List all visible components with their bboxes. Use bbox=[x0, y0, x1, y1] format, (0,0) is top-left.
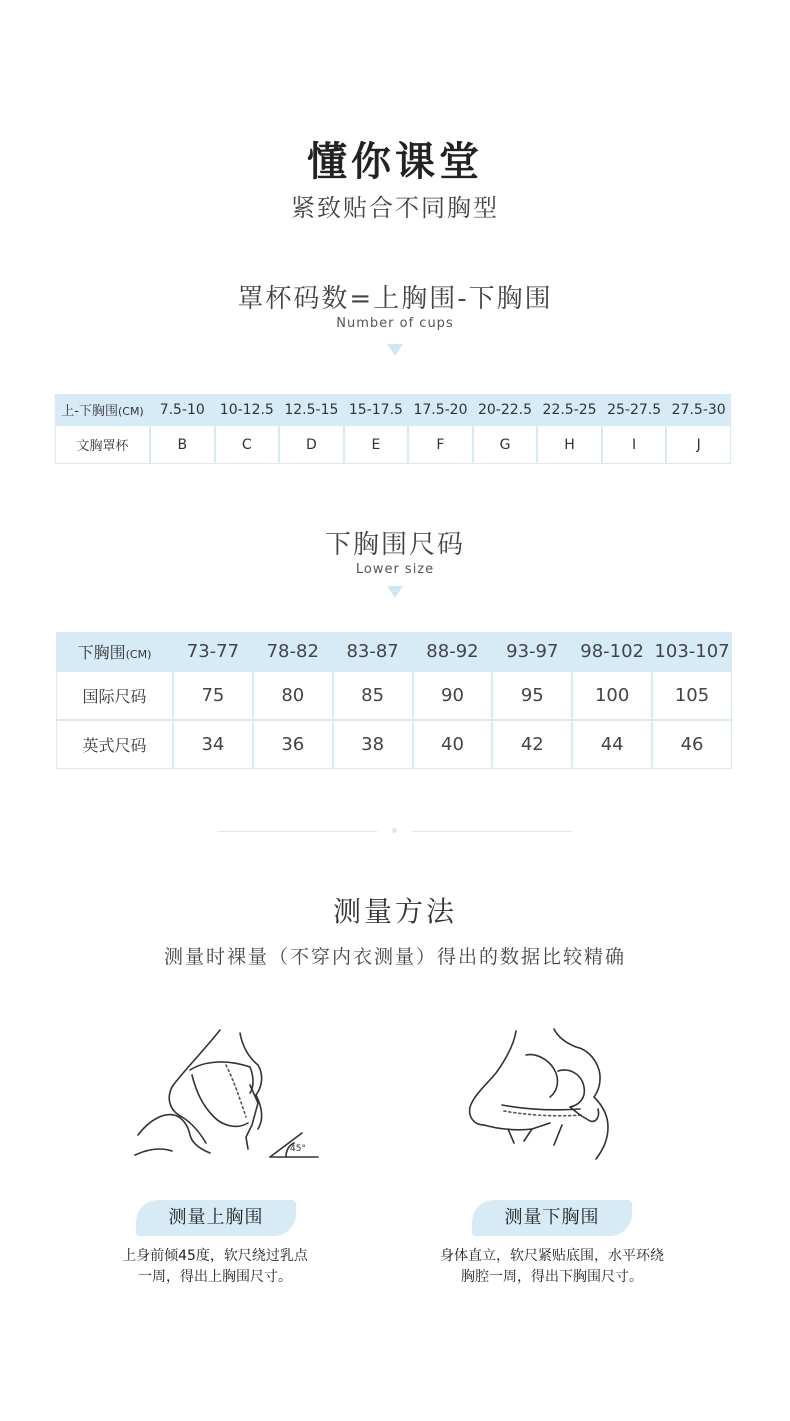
table-cell: 78-82 bbox=[253, 632, 333, 671]
divider-line bbox=[412, 831, 572, 832]
row-header-label: 下胸围 bbox=[77, 643, 126, 662]
row-header-label: 上-下胸围 bbox=[61, 404, 118, 419]
row-header: 文胸罩杯 bbox=[55, 425, 150, 464]
table-cell: 22.5-25 bbox=[537, 394, 602, 425]
table-cell: 90 bbox=[413, 671, 493, 720]
upper-bust-caption bbox=[95, 1246, 335, 1288]
table-row bbox=[55, 425, 731, 464]
table-cell: 46 bbox=[652, 720, 732, 769]
angle-label: 45° bbox=[290, 1144, 306, 1154]
under-bust-measure-illustration bbox=[462, 1025, 662, 1165]
table-cell: 80 bbox=[253, 671, 333, 720]
table-row bbox=[56, 720, 732, 769]
table-cell: H bbox=[537, 425, 602, 464]
page-title: 懂你课堂 bbox=[307, 139, 483, 185]
table-cell: 95 bbox=[492, 671, 572, 720]
table-row bbox=[56, 632, 732, 671]
triangle-down-icon bbox=[387, 344, 403, 356]
table-cell: G bbox=[473, 425, 538, 464]
unit-label: (CM) bbox=[125, 648, 152, 661]
triangle-down-icon bbox=[387, 586, 403, 598]
upper-bust-label: 测量上胸围 bbox=[136, 1200, 296, 1236]
table-cell: 93-97 bbox=[492, 632, 572, 671]
band-size-table bbox=[56, 632, 732, 769]
row-header: 英式尺码 bbox=[56, 720, 173, 769]
row-header: 国际尺码 bbox=[56, 671, 173, 720]
table-cell: 42 bbox=[492, 720, 572, 769]
table-cell: 27.5-30 bbox=[666, 394, 731, 425]
table-cell: 83-87 bbox=[333, 632, 413, 671]
band-section-title: 下胸围尺码 bbox=[324, 530, 465, 560]
table-cell: 88-92 bbox=[413, 632, 493, 671]
table-cell: 85 bbox=[333, 671, 413, 720]
table-cell: 40 bbox=[413, 720, 493, 769]
cup-section-subtitle: Number of cups bbox=[336, 316, 454, 331]
table-cell: 17.5-20 bbox=[408, 394, 473, 425]
table-cell: 98-102 bbox=[572, 632, 652, 671]
table-cell: 73-77 bbox=[173, 632, 253, 671]
upper-bust-measure-illustration bbox=[130, 1025, 330, 1165]
table-cell: 12.5-15 bbox=[279, 394, 344, 425]
table-cell: E bbox=[344, 425, 409, 464]
unit-label: (CM) bbox=[117, 405, 144, 418]
table-cell: J bbox=[666, 425, 731, 464]
table-row bbox=[56, 671, 732, 720]
table-cell: C bbox=[215, 425, 280, 464]
table-cell: 20-22.5 bbox=[473, 394, 538, 425]
table-cell: 100 bbox=[572, 671, 652, 720]
cup-section-title: 罩杯码数=上胸围-下胸围 bbox=[237, 284, 553, 314]
divider-line bbox=[217, 831, 377, 832]
method-section-subtitle: 测量时裸量（不穿内衣测量）得出的数据比较精确 bbox=[163, 946, 626, 968]
under-bust-label: 测量下胸围 bbox=[472, 1200, 632, 1236]
caption-line: 胸腔一周，得出下胸围尺寸。 bbox=[461, 1269, 643, 1285]
caption-line: 一周，得出上胸围尺寸。 bbox=[138, 1269, 292, 1285]
table-cell: 38 bbox=[333, 720, 413, 769]
table-cell: 7.5-10 bbox=[150, 394, 215, 425]
row-header bbox=[55, 394, 150, 425]
table-cell: 36 bbox=[253, 720, 333, 769]
caption-line: 身体直立，软尺紧贴底围，水平环绕 bbox=[440, 1248, 664, 1264]
table-cell: 15-17.5 bbox=[344, 394, 409, 425]
table-cell: I bbox=[602, 425, 667, 464]
table-cell: 103-107 bbox=[652, 632, 732, 671]
table-cell: 44 bbox=[572, 720, 652, 769]
table-cell: D bbox=[279, 425, 344, 464]
divider-dot bbox=[392, 828, 397, 833]
under-bust-caption bbox=[410, 1246, 694, 1288]
cup-size-table bbox=[55, 394, 731, 464]
row-header bbox=[56, 632, 173, 671]
table-cell: F bbox=[408, 425, 473, 464]
table-row bbox=[55, 394, 731, 425]
page-subtitle: 紧致贴合不同胸型 bbox=[291, 194, 499, 222]
caption-line: 上身前倾45度，软尺绕过乳点 bbox=[122, 1248, 308, 1264]
table-cell: 75 bbox=[173, 671, 253, 720]
table-cell: B bbox=[150, 425, 215, 464]
table-cell: 25-27.5 bbox=[602, 394, 667, 425]
table-cell: 10-12.5 bbox=[215, 394, 280, 425]
table-cell: 34 bbox=[173, 720, 253, 769]
table-cell: 105 bbox=[652, 671, 732, 720]
method-section-title: 测量方法 bbox=[332, 895, 457, 928]
band-section-subtitle: Lower size bbox=[355, 562, 435, 577]
